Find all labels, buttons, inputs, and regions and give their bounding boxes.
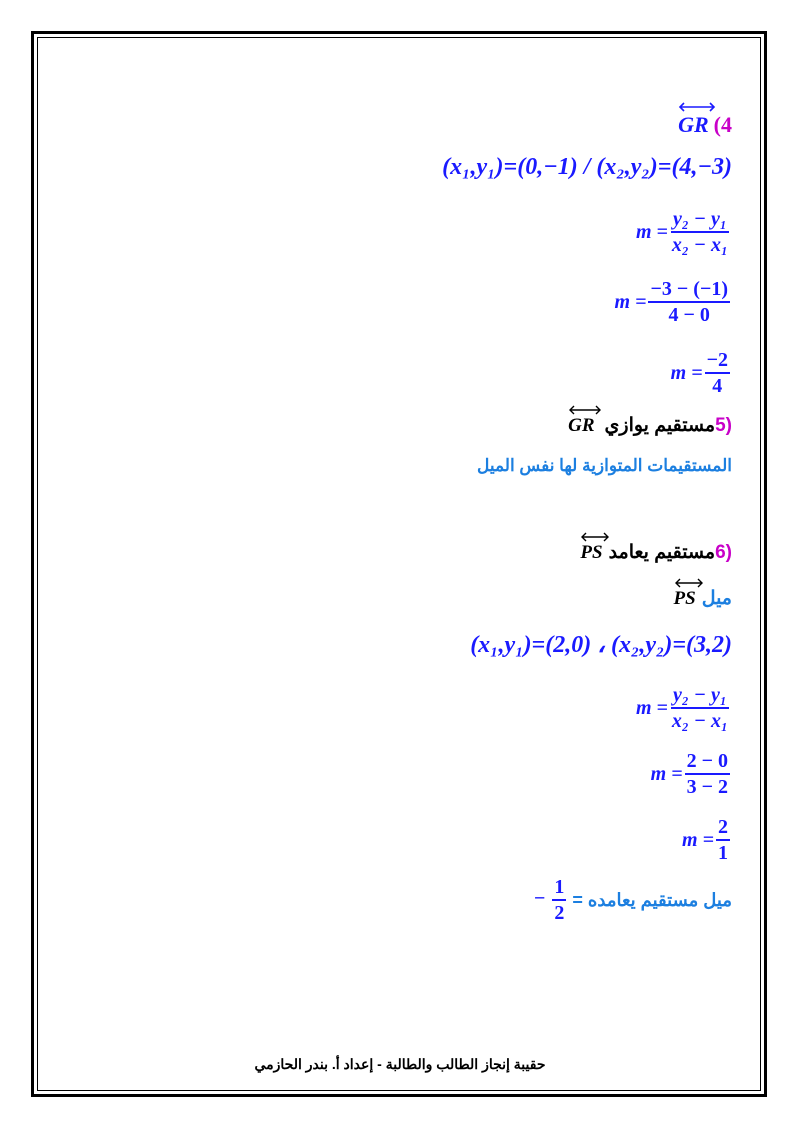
fraction-numerator: y₂ − y₁ [671,208,729,233]
fraction-denominator: x₂ − x₁ [671,234,728,256]
problem5-answer: المستقيمات المتوازية لها نفس الميل [476,456,732,475]
problem5-header [568,414,732,437]
problem4-points: (x₁,y₁)=(0,−1) / (x₂,y₂)=(4,−3) [442,154,732,180]
problem6-label: مستقيم يعامد [608,542,716,563]
slope-label: ميل [701,588,732,609]
fraction-numerator: 2 − 0 [685,750,730,775]
segment-label: PS [580,541,603,563]
problem6-formula [636,684,732,732]
substitution-fraction [648,278,730,326]
fraction-denominator: 2 [554,902,565,924]
substitution-fraction [685,750,730,798]
segment-gr [568,415,594,437]
problem5-label: مستقيم يوازي [604,415,716,436]
problem4-formula [636,208,732,256]
double-arrow-icon [580,532,610,542]
page-border-inner [37,37,761,1091]
fraction-numerator: y₂ − y₁ [671,684,729,709]
problem6-substitution [651,750,732,798]
substitution-lhs: m = [650,762,683,785]
double-arrow-icon [674,578,704,588]
page-footer: حقيبة إنجاز الطالب والطالبة - إعداد أ. بندر الحازمي [254,1056,546,1072]
fraction-denominator: 4 [712,375,723,397]
formula-fraction [670,684,730,732]
perp-fraction [552,876,566,924]
formula-lhs: m = [635,220,668,243]
fraction-numerator: 1 [552,876,566,901]
fraction-denominator: 4 − 0 [668,304,710,326]
segment-ps [580,542,602,564]
fraction-denominator: 1 [718,842,728,864]
fraction-denominator: 3 − 2 [686,776,728,798]
segment-label: GR [568,414,595,436]
fraction-denominator: x₂ − x₁ [671,710,728,732]
problem6-header [580,541,732,564]
problem4-number: (4 [713,112,732,137]
result-fraction [716,816,730,864]
segment-label: GR [678,112,709,137]
double-arrow-icon [678,102,716,112]
result-lhs: m = [670,361,703,384]
problem6-points: (x₁,y₁)=(2,0) ، (x₂,y₂)=(3,2) [470,632,732,658]
result-lhs: m = [682,828,714,851]
double-arrow-icon [568,405,602,415]
segment-ps [674,588,696,610]
perp-value [534,876,568,924]
result-fraction [705,349,730,397]
perp-label: ميل مستقيم يعامده = [572,889,732,910]
perp-sign: − [534,887,546,910]
segment-gr [678,112,709,138]
problem6-result [682,816,732,864]
problem6-perpendicular [534,876,732,924]
fraction-numerator: −2 [705,349,730,374]
formula-lhs: m = [635,696,668,719]
problem6-slope-header [674,587,733,610]
problem4-header [678,112,732,138]
problem4-result [671,349,732,397]
segment-label: PS [673,587,696,609]
formula-fraction [670,208,730,256]
substitution-lhs: m = [614,290,647,313]
problem6-number: 6) [715,541,732,563]
fraction-numerator: 2 [716,816,730,841]
problem5-number: 5) [715,414,732,436]
problem4-substitution [615,278,732,326]
fraction-numerator: −3 − (−1) [648,278,730,303]
